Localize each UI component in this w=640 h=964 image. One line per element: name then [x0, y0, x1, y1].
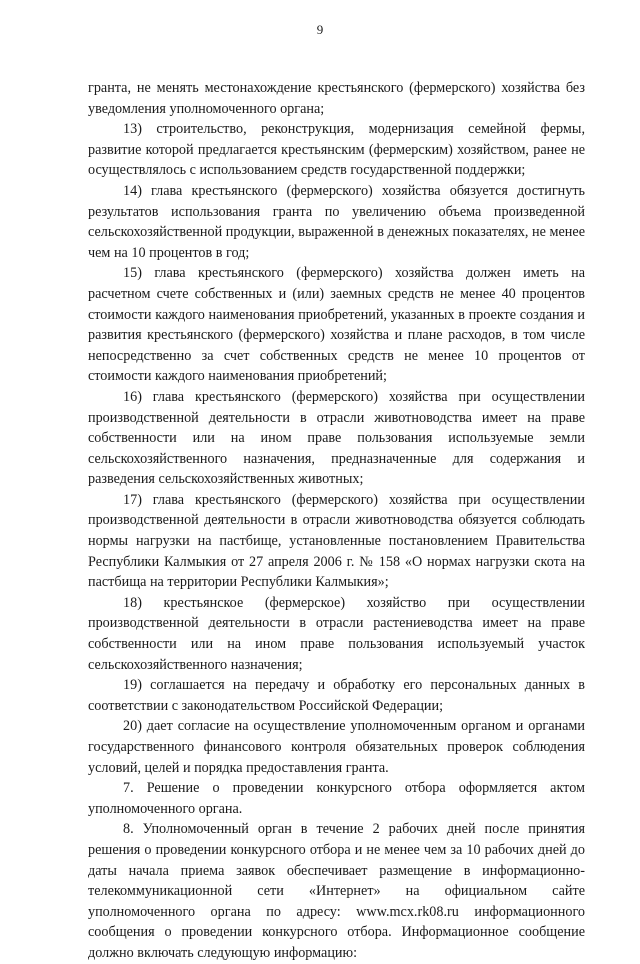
paragraph-item-20: 20) дает согласие на осуществление уполномоченным органом и органами государственного финансового контроля обязательных проверок соблюдения условий, целей и порядка предоставления гранта.	[88, 718, 585, 776]
paragraph-clause-7: 7. Решение о проведении конкурсного отбора оформляется актом уполномоченного органа.	[88, 780, 585, 817]
paragraph-item-14: 14) глава крестьянского (фермерского) хозяйства обязуется достигнуть результатов использования гранта по увеличению объема произведенной сельскохозяйственной продукции, выраженной в денежных показателях, не менее чем на 10 процентов в год;	[88, 182, 585, 261]
paragraph-item-18: 18) крестьянское (фермерское) хозяйство при осуществлении производственной деятельности в отрасли растениеводства имеет на праве собственности или на ином праве пользования используемый участок сельскохозяйственного назначения;	[88, 594, 585, 673]
paragraph-item-19: 19) соглашается на передачу и обработку его персональных данных в соответствии с законодательством Российской Федерации;	[88, 677, 585, 714]
document-body	[88, 78, 585, 964]
paragraph-item-15: 15) глава крестьянского (фермерского) хозяйства должен иметь на расчетном счете собственных и (или) заемных средств не менее 40 процентов стоимости каждого наименования приобретений, указанных в проекте создания и развития крестьянского (фермерского) хозяйства и плане расходов, в том числе непосредственно за счет собственных средств не менее 10 процентов от стоимости каждого наименования приобретений;	[88, 265, 585, 385]
paragraph-clause-8: 8. Уполномоченный орган в течение 2 рабочих дней после принятия решения о проведении конкурсного отбора и не менее чем за 10 рабочих дней до даты начала приема заявок обеспечивает размещение в информационно-телекоммуникационной сети «Интернет» на официальном сайте уполномоченного органа по адресу: www.mcx.rk08.ru информационного сообщения о проведении конкурсного отбора. Информационное сообщение должно включать следующую информацию:	[88, 821, 585, 961]
paragraph-item-13: 13) строительство, реконструкция, модернизация семейной фермы, развитие которой предлагается крестьянским (фермерским) хозяйством, ранее не осуществлялось с использованием средств государственной поддержки;	[88, 121, 585, 179]
paragraph-continuation: гранта, не менять местонахождение крестьянского (фермерского) хозяйства без уведомления уполномоченного органа;	[88, 80, 585, 117]
page-number: 9	[316, 22, 324, 37]
paragraph-item-16: 16) глава крестьянского (фермерского) хозяйства при осуществлении производственной деятельности в отрасли животноводства имеет на праве собственности или на ином праве пользования используемые земли сельскохозяйственного назначения, предназначенные для содержания и разведения сельскохозяйственных животных;	[88, 388, 585, 488]
paragraph-item-17: 17) глава крестьянского (фермерского) хозяйства при осуществлении производственной деятельности в отрасли животноводства обязуется соблюдать нормы нагрузки на пастбище, установленные постановлением Правительства Республики Калмыкия от 27 апреля 2006 г. № 158 «О нормах нагрузки скота на пастбища на территории Республики Калмыкия»;	[88, 491, 585, 591]
